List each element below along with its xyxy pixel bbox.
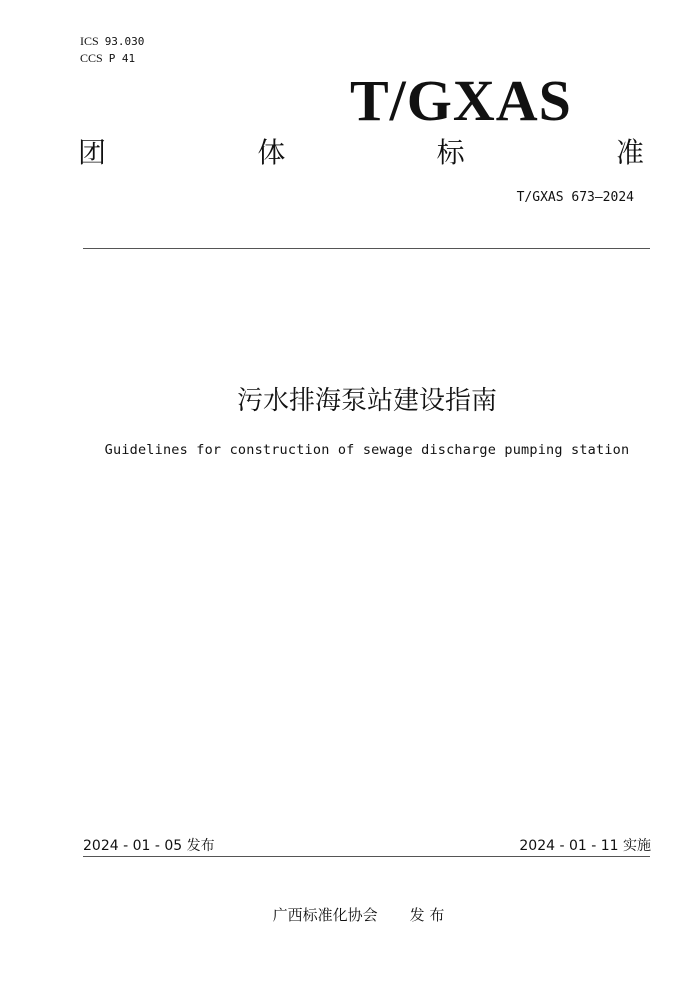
ccs-code: P 41: [108, 52, 136, 65]
implementation-date: 2024 - 01 - 11 实施: [519, 838, 651, 854]
publisher-action: 发 布: [409, 906, 445, 924]
ics-label: ICS: [80, 34, 99, 48]
ics-line: [80, 33, 144, 50]
publisher-name: 广西标准化协会: [272, 906, 378, 924]
top-divider: [83, 248, 650, 249]
ics-code: 93.030: [104, 35, 145, 48]
standard-type-char: 标: [436, 136, 465, 169]
classification-block: [80, 33, 144, 67]
standard-type-char: 团: [78, 136, 107, 169]
brand-logo-text: T/GXAS: [350, 68, 572, 133]
issue-date: 2024 - 01 - 05 发布: [83, 838, 215, 854]
bottom-divider: [83, 856, 650, 857]
standard-number: T/GXAS 673—2024: [516, 190, 634, 205]
publisher-line: [0, 904, 700, 925]
standard-type-char: 体: [257, 136, 286, 169]
ccs-label: CCS: [80, 51, 103, 65]
document-title-en: Guidelines for construction of sewage discharge pumping station: [104, 442, 630, 458]
standard-type-char: 准: [615, 136, 644, 169]
ccs-line: [80, 50, 144, 67]
standard-type: [78, 133, 644, 173]
document-title-cn: 污水排海泵站建设指南: [236, 386, 497, 416]
